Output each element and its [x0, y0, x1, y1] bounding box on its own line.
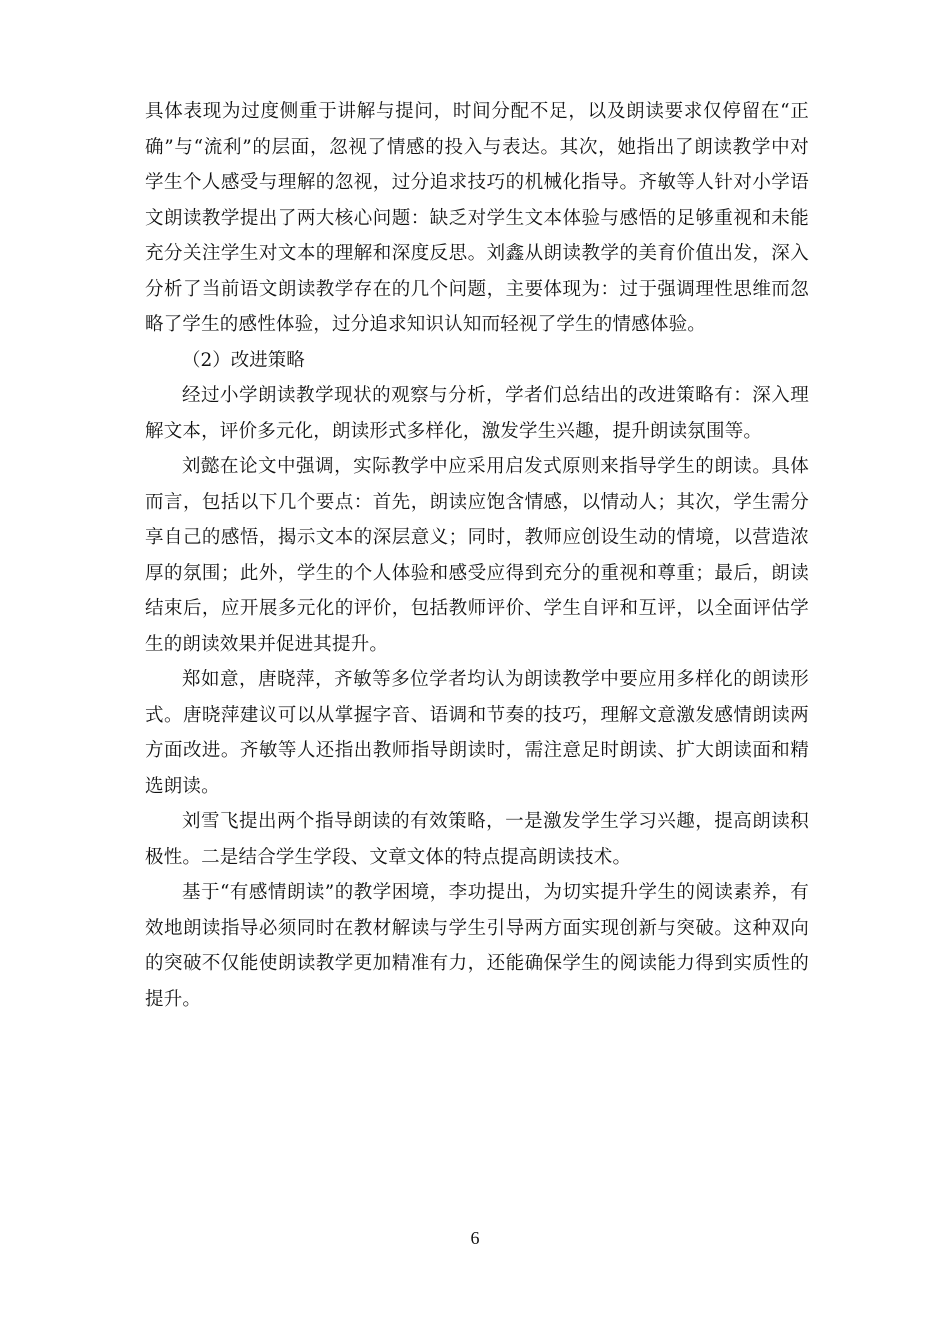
paragraph-liu-xuefei: 刘雪飞提出两个指导朗读的有效策略，一是激发学生学习兴趣，提高朗读积极性。二是结合学生学段、文章文体的特点提高朗读技术。 — [145, 811, 809, 868]
paragraph-liu-yi: 刘懿在论文中强调，实际教学中应采用启发式原则来指导学生的朗读。具体而言，包括以下几个要点：首先，朗读应饱含情感，以情动人；其次，学生需分享自己的感悟，揭示文本的深层意义；同时，教师应创设生动的情境，以营造浓厚的氛围；此外，学生的个人体验和感受应得到充分的重视和尊重；最后，朗读结束后，应开展多元化的评价，包括教师评价、学生自评和互评，以全面评估学生的朗读效果并促进其提升。 — [145, 456, 809, 655]
page-number: 6 — [470, 1228, 480, 1248]
document-body — [145, 94, 809, 1017]
paragraph-strategies-summary: 经过小学朗读教学现状的观察与分析，学者们总结出的改进策略有：深入理解文本，评价多元化，朗读形式多样化，激发学生兴趣，提升朗读氛围等。 — [145, 385, 809, 442]
paragraph-li-gong: 基于“有感情朗读”的教学困境，李功提出，为切实提升学生的阅读素养，有效地朗读指导必须同时在教材解读与学生引导两方面实现创新与突破。这种双向的突破不仅能使朗读教学更加精准有力，还能确保学生的阅读能力得到实质性的提升。 — [145, 882, 809, 1010]
section-heading-improvement-strategies: （2）改进策略 — [182, 349, 305, 371]
paragraph-reading-forms: 郑如意，唐晓萍，齐敏等多位学者均认为朗读教学中要应用多样化的朗读形式。唐晓萍建议可以从掌握字音、语调和节奏的技巧，理解文意激发感情朗读两方面改进。齐敏等人还指出教师指导朗读时，需注意足时朗读、扩大朗读面和精选朗读。 — [145, 669, 809, 797]
paragraph-problems-continued: 具体表现为过度侧重于讲解与提问，时间分配不足，以及朗读要求仅停留在“正确”与“流利”的层面，忽视了情感的投入与表达。其次，她指出了朗读教学中对学生个人感受与理解的忽视，过分追求技巧的机械化指导。齐敏等人针对小学语文朗读教学提出了两大核心问题：缺乏对学生文本体验与感悟的足够重视和未能充分关注学生对文本的理解和深度反思。刘鑫从朗读教学的美育价值出发，深入分析了当前语文朗读教学存在的几个问题，主要体现为：过于强调理性思维而忽略了学生的感性体验，过分追求知识认知而轻视了学生的情感体验。 — [145, 101, 809, 335]
